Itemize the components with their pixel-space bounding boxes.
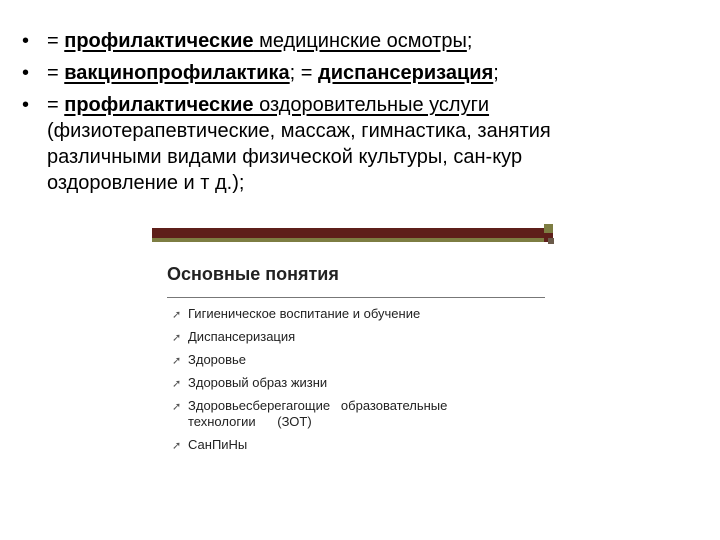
bullet-dot-icon: • — [22, 94, 30, 116]
bullet-text: медицинские осмотры — [253, 30, 467, 52]
title-divider — [167, 297, 545, 298]
embedded-item-text: Здоровый образ жизни — [188, 375, 328, 390]
embedded-item-list — [172, 306, 552, 460]
bullet-continuation-line: (физиотерапевтические, массаж, гимнастика, занятия — [47, 120, 551, 142]
embedded-slide-image — [152, 224, 557, 474]
arrow-bullet-icon: ➚ — [172, 440, 182, 452]
corner-square — [548, 238, 554, 244]
bullet-text: = — [47, 30, 65, 52]
bullet-line — [47, 28, 692, 54]
embedded-list-item — [172, 398, 552, 430]
bullet-dot-icon: • — [22, 62, 30, 84]
embedded-list-item — [172, 437, 552, 453]
corner-square — [544, 224, 553, 233]
embedded-item-text: Здоровье — [188, 352, 247, 367]
bullet-dot-icon: • — [22, 30, 30, 52]
bullet-text: = — [47, 62, 65, 84]
bullet-text: ; = — [289, 62, 319, 84]
bullet-item — [22, 28, 692, 54]
bullet-text: профилактические — [64, 30, 254, 52]
bullet-text: диспансеризация — [318, 62, 494, 84]
bullet-continuation-line: различными видами физической культуры, сан-кур — [47, 146, 523, 168]
bullet-item — [22, 92, 692, 196]
embedded-list-item — [172, 352, 552, 368]
arrow-bullet-icon: ➚ — [172, 401, 182, 413]
header-bar-dark — [152, 228, 544, 238]
embedded-item-text: технологии (ЗОТ) — [188, 414, 312, 429]
embedded-slide-title: Основные понятия — [167, 264, 339, 284]
bullet-line — [47, 60, 692, 86]
embedded-item-text: Здоровьесберегагощие образовательные — [188, 398, 448, 413]
bullet-item — [22, 60, 692, 86]
embedded-list-item — [172, 329, 552, 345]
bullet-text: = — [47, 94, 65, 116]
embedded-item-text: Диспансеризация — [188, 329, 296, 344]
bullet-text: ; — [466, 30, 473, 52]
bullet-text: профилактические — [64, 94, 254, 116]
bullet-text: оздоровительные услуги — [253, 94, 490, 116]
bullet-list — [22, 28, 692, 202]
embedded-item-text: Гигиеническое воспитание и обучение — [188, 306, 421, 321]
arrow-bullet-icon: ➚ — [172, 355, 182, 367]
bullet-line — [47, 92, 692, 118]
embedded-list-item — [172, 306, 552, 322]
header-bar-olive — [152, 238, 544, 242]
embedded-item-text: СанПиНы — [188, 437, 248, 452]
bullet-text: ; — [493, 62, 499, 84]
bullet-continuation-line: оздоровление и т д.); — [47, 172, 245, 194]
arrow-bullet-icon: ➚ — [172, 309, 182, 321]
arrow-bullet-icon: ➚ — [172, 332, 182, 344]
embedded-list-item — [172, 375, 552, 391]
arrow-bullet-icon: ➚ — [172, 378, 182, 390]
bullet-text: вакцинопрофилактика — [64, 62, 290, 84]
